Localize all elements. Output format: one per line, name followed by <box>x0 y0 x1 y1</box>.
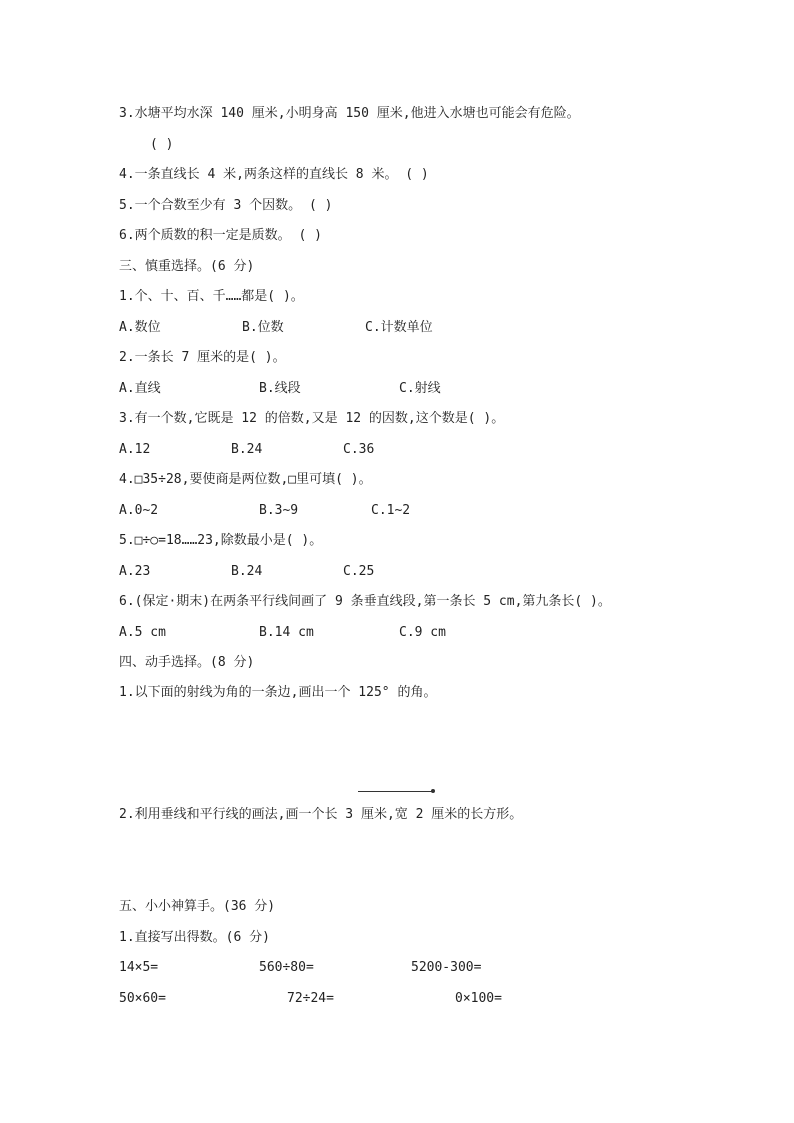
choice-q5: 5.□÷○=18……23,除数最小是( )。 <box>119 533 323 548</box>
calc-item[interactable]: 50×60= <box>119 991 166 1006</box>
choice-q5-option-a[interactable]: A.23 <box>119 564 151 579</box>
choice-q2: 2.一条长 7 厘米的是( )。 <box>119 350 286 365</box>
choice-q4-option-a[interactable]: A.0~2 <box>119 503 159 518</box>
choice-q4-option-c[interactable]: C.1~2 <box>371 503 411 518</box>
choice-q3-option-c[interactable]: C.36 <box>343 442 375 457</box>
choice-q3-option-a[interactable]: A.12 <box>119 442 151 457</box>
choice-q6-option-b[interactable]: B.14 cm <box>259 625 314 640</box>
judge-q5: 5.一个合数至少有 3 个因数。 ( ) <box>119 198 333 213</box>
ray-endpoint <box>431 789 435 793</box>
judge-q6: 6.两个质数的积一定是质数。 ( ) <box>119 228 322 243</box>
choice-q2-option-a[interactable]: A.直线 <box>119 381 161 396</box>
section-heading-choice: 三、慎重选择。(6 分) <box>119 259 255 274</box>
choice-q4: 4.□35÷28,要使商是两位数,□里可填( )。 <box>119 472 372 487</box>
calc-item[interactable]: 0×100= <box>455 991 502 1006</box>
section-heading-calc: 五、小小神算手。(36 分) <box>119 899 276 914</box>
choice-q5-option-c[interactable]: C.25 <box>343 564 375 579</box>
judge-q4: 4.一条直线长 4 米,两条这样的直线长 8 米。 ( ) <box>119 167 429 182</box>
calc-item[interactable]: 560÷80= <box>259 960 314 975</box>
calc-sub1: 1.直接写出得数。(6 分) <box>119 930 270 945</box>
choice-q3-option-b[interactable]: B.24 <box>231 442 263 457</box>
calc-item[interactable]: 5200-300= <box>411 960 482 975</box>
choice-q1-option-b[interactable]: B.位数 <box>242 320 284 335</box>
judge-q3: 3.水塘平均水深 140 厘米,小明身高 150 厘米,他进入水塘也可能会有危险。 <box>119 106 580 121</box>
choice-q3: 3.有一个数,它既是 12 的倍数,又是 12 的因数,这个数是( )。 <box>119 411 505 426</box>
choice-q2-option-c[interactable]: C.射线 <box>399 381 441 396</box>
ray-line <box>358 791 433 792</box>
choice-q2-option-b[interactable]: B.线段 <box>259 381 301 396</box>
choice-q1-option-c[interactable]: C.计数单位 <box>365 320 433 335</box>
choice-q6-option-a[interactable]: A.5 cm <box>119 625 166 640</box>
calc-item[interactable]: 72÷24= <box>287 991 334 1006</box>
choice-q1: 1.个、十、百、千……都是( )。 <box>119 289 304 304</box>
choice-q6-option-c[interactable]: C.9 cm <box>399 625 446 640</box>
draw-q1: 1.以下面的射线为角的一条边,画出一个 125° 的角。 <box>119 685 437 700</box>
choice-q4-option-b[interactable]: B.3~9 <box>259 503 299 518</box>
draw-q2: 2.利用垂线和平行线的画法,画一个长 3 厘米,宽 2 厘米的长方形。 <box>119 807 523 822</box>
choice-q5-option-b[interactable]: B.24 <box>231 564 263 579</box>
answer-paren[interactable]: ( ) <box>150 137 174 152</box>
choice-q6: 6.(保定·期末)在两条平行线间画了 9 条垂直线段,第一条长 5 cm,第九条长( )。 <box>119 594 611 609</box>
choice-q1-option-a[interactable]: A.数位 <box>119 320 161 335</box>
drawing-area[interactable] <box>119 705 675 800</box>
section-heading-draw: 四、动手选择。(8 分) <box>119 655 255 670</box>
calc-item[interactable]: 14×5= <box>119 960 159 975</box>
